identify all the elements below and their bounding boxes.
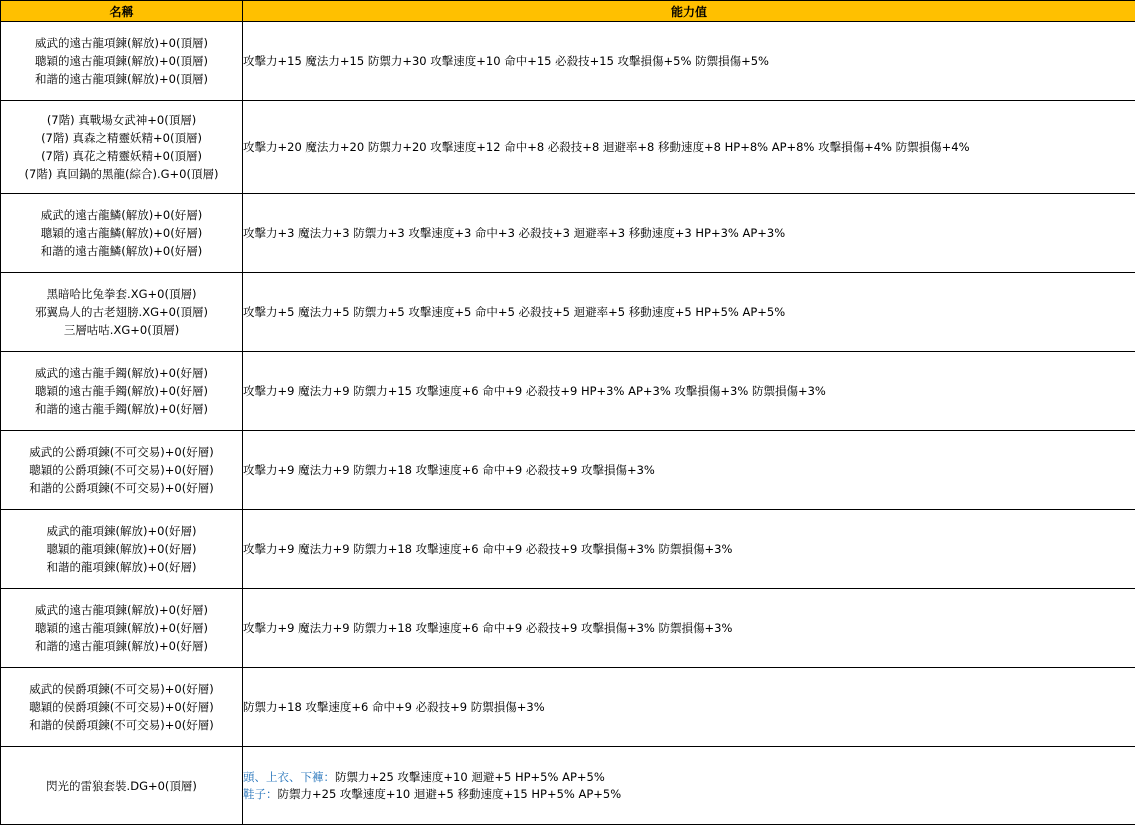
ability-value-cell [243, 747, 1135, 825]
item-name-cell [1, 510, 243, 589]
item-name: 和諧的公爵項鍊(不可交易)+0(好層) [29, 481, 214, 495]
item-name-cell [1, 352, 243, 431]
table-row [1, 352, 1135, 431]
item-name-cell [1, 273, 243, 352]
item-name: 和諧的侯爵項鍊(不可交易)+0(好層) [29, 718, 214, 732]
item-name: 聰穎的龍項鍊(解放)+0(好層) [46, 542, 197, 556]
item-name: 威武的公爵項鍊(不可交易)+0(好層) [29, 445, 214, 459]
item-name: 聰穎的遠古龍手鐲(解放)+0(好層) [35, 384, 208, 398]
item-name: 和諧的遠古龍項鍊(解放)+0(頂層) [35, 72, 208, 86]
ability-value: 防禦力+25 攻擊速度+10 迴避+5 移動速度+15 HP+5% AP+5% [277, 786, 622, 801]
item-name: 閃光的雷狼套裝.DG+0(頂層) [46, 778, 197, 793]
header-name: 名稱 [1, 1, 243, 22]
item-name: 黑暗哈比兔拳套.XG+0(頂層) [46, 287, 197, 301]
header-row [1, 1, 1135, 22]
item-name: 威武的遠古龍手鐲(解放)+0(好層) [35, 366, 208, 380]
table-row [1, 747, 1135, 825]
table-row [1, 510, 1135, 589]
item-name: (7階) 真森之精靈妖精+0(頂層) [41, 131, 202, 145]
item-name: 威武的龍項鍊(解放)+0(好層) [46, 524, 197, 538]
item-name: 和諧的遠古龍手鐲(解放)+0(好層) [35, 402, 208, 416]
table-row [1, 431, 1135, 510]
table-body [1, 22, 1135, 825]
header-value: 能力值 [243, 1, 1135, 22]
table-row [1, 589, 1135, 668]
item-name: (7階) 真回鍋的黑龍(綜合).G+0(頂層) [24, 167, 219, 181]
ability-value-cell: 攻擊力+3 魔法力+3 防禦力+3 攻擊速度+3 命中+3 必殺技+3 迴避率+3 移動速度+3 HP+3% AP+3% [243, 194, 1135, 273]
table-row [1, 194, 1135, 273]
item-name: 威武的侯爵項鍊(不可交易)+0(好層) [29, 682, 214, 696]
item-name: 和諧的遠古龍鱗(解放)+0(好層) [40, 244, 203, 258]
item-name: 邪翼鳥人的古老翅膀.XG+0(頂層) [35, 305, 208, 319]
item-name: 聰穎的遠古龍項鍊(解放)+0(頂層) [35, 54, 208, 68]
item-name-cell [1, 22, 243, 101]
item-name: (7階) 真戰場女武神+0(頂層) [46, 113, 197, 127]
item-name-cell [1, 668, 243, 747]
ability-value-cell: 攻擊力+9 魔法力+9 防禦力+18 攻擊速度+6 命中+9 必殺技+9 攻擊損傷+3% 防禦損傷+3% [243, 510, 1135, 589]
item-name: 聰穎的遠古龍項鍊(解放)+0(好層) [35, 621, 208, 635]
table-row [1, 668, 1135, 747]
item-name: 威武的遠古龍鱗(解放)+0(好層) [40, 208, 203, 222]
ability-label: 頭、上衣、下褲： [243, 769, 335, 784]
item-name: 威武的遠古龍項鍊(解放)+0(好層) [35, 603, 208, 617]
ability-line [243, 769, 1135, 786]
item-name: 三層咕咕.XG+0(頂層) [63, 323, 180, 337]
item-name-cell [1, 589, 243, 668]
table-row [1, 273, 1135, 352]
item-name-cell [1, 431, 243, 510]
item-name: 和諧的遠古龍項鍊(解放)+0(好層) [35, 639, 208, 653]
table-row [1, 101, 1135, 194]
ability-value-cell: 攻擊力+9 魔法力+9 防禦力+18 攻擊速度+6 命中+9 必殺技+9 攻擊損傷+3% 防禦損傷+3% [243, 589, 1135, 668]
ability-value-cell: 攻擊力+9 魔法力+9 防禦力+15 攻擊速度+6 命中+9 必殺技+9 HP+3% AP+3% 攻擊損傷+3% 防禦損傷+3% [243, 352, 1135, 431]
item-name-cell [1, 194, 243, 273]
ability-value-cell: 防禦力+18 攻擊速度+6 命中+9 必殺技+9 防禦損傷+3% [243, 668, 1135, 747]
ability-value-cell: 攻擊力+20 魔法力+20 防禦力+20 攻擊速度+12 命中+8 必殺技+8 迴避率+8 移動速度+8 HP+8% AP+8% 攻擊損傷+4% 防禦損傷+4% [243, 101, 1135, 194]
item-name: (7階) 真花之精靈妖精+0(頂層) [41, 149, 202, 163]
item-name-cell [1, 101, 243, 194]
ability-value-cell: 攻擊力+15 魔法力+15 防禦力+30 攻擊速度+10 命中+15 必殺技+15 攻擊損傷+5% 防禦損傷+5% [243, 22, 1135, 101]
ability-value: 防禦力+25 攻擊速度+10 迴避+5 HP+5% AP+5% [335, 769, 605, 784]
item-name-cell [1, 747, 243, 825]
item-name: 聰穎的遠古龍鱗(解放)+0(好層) [40, 226, 203, 240]
ability-value-cell: 攻擊力+9 魔法力+9 防禦力+18 攻擊速度+6 命中+9 必殺技+9 攻擊損傷+3% [243, 431, 1135, 510]
item-name: 威武的遠古龍項鍊(解放)+0(頂層) [35, 36, 208, 50]
item-name: 聰穎的公爵項鍊(不可交易)+0(好層) [29, 463, 214, 477]
ability-value-cell: 攻擊力+5 魔法力+5 防禦力+5 攻擊速度+5 命中+5 必殺技+5 迴避率+5 移動速度+5 HP+5% AP+5% [243, 273, 1135, 352]
item-name: 和諧的龍項鍊(解放)+0(好層) [46, 560, 197, 574]
item-name: 聰穎的侯爵項鍊(不可交易)+0(好層) [29, 700, 214, 714]
ability-line [243, 786, 1135, 803]
table-row [1, 22, 1135, 101]
ability-label: 鞋子： [243, 786, 278, 801]
